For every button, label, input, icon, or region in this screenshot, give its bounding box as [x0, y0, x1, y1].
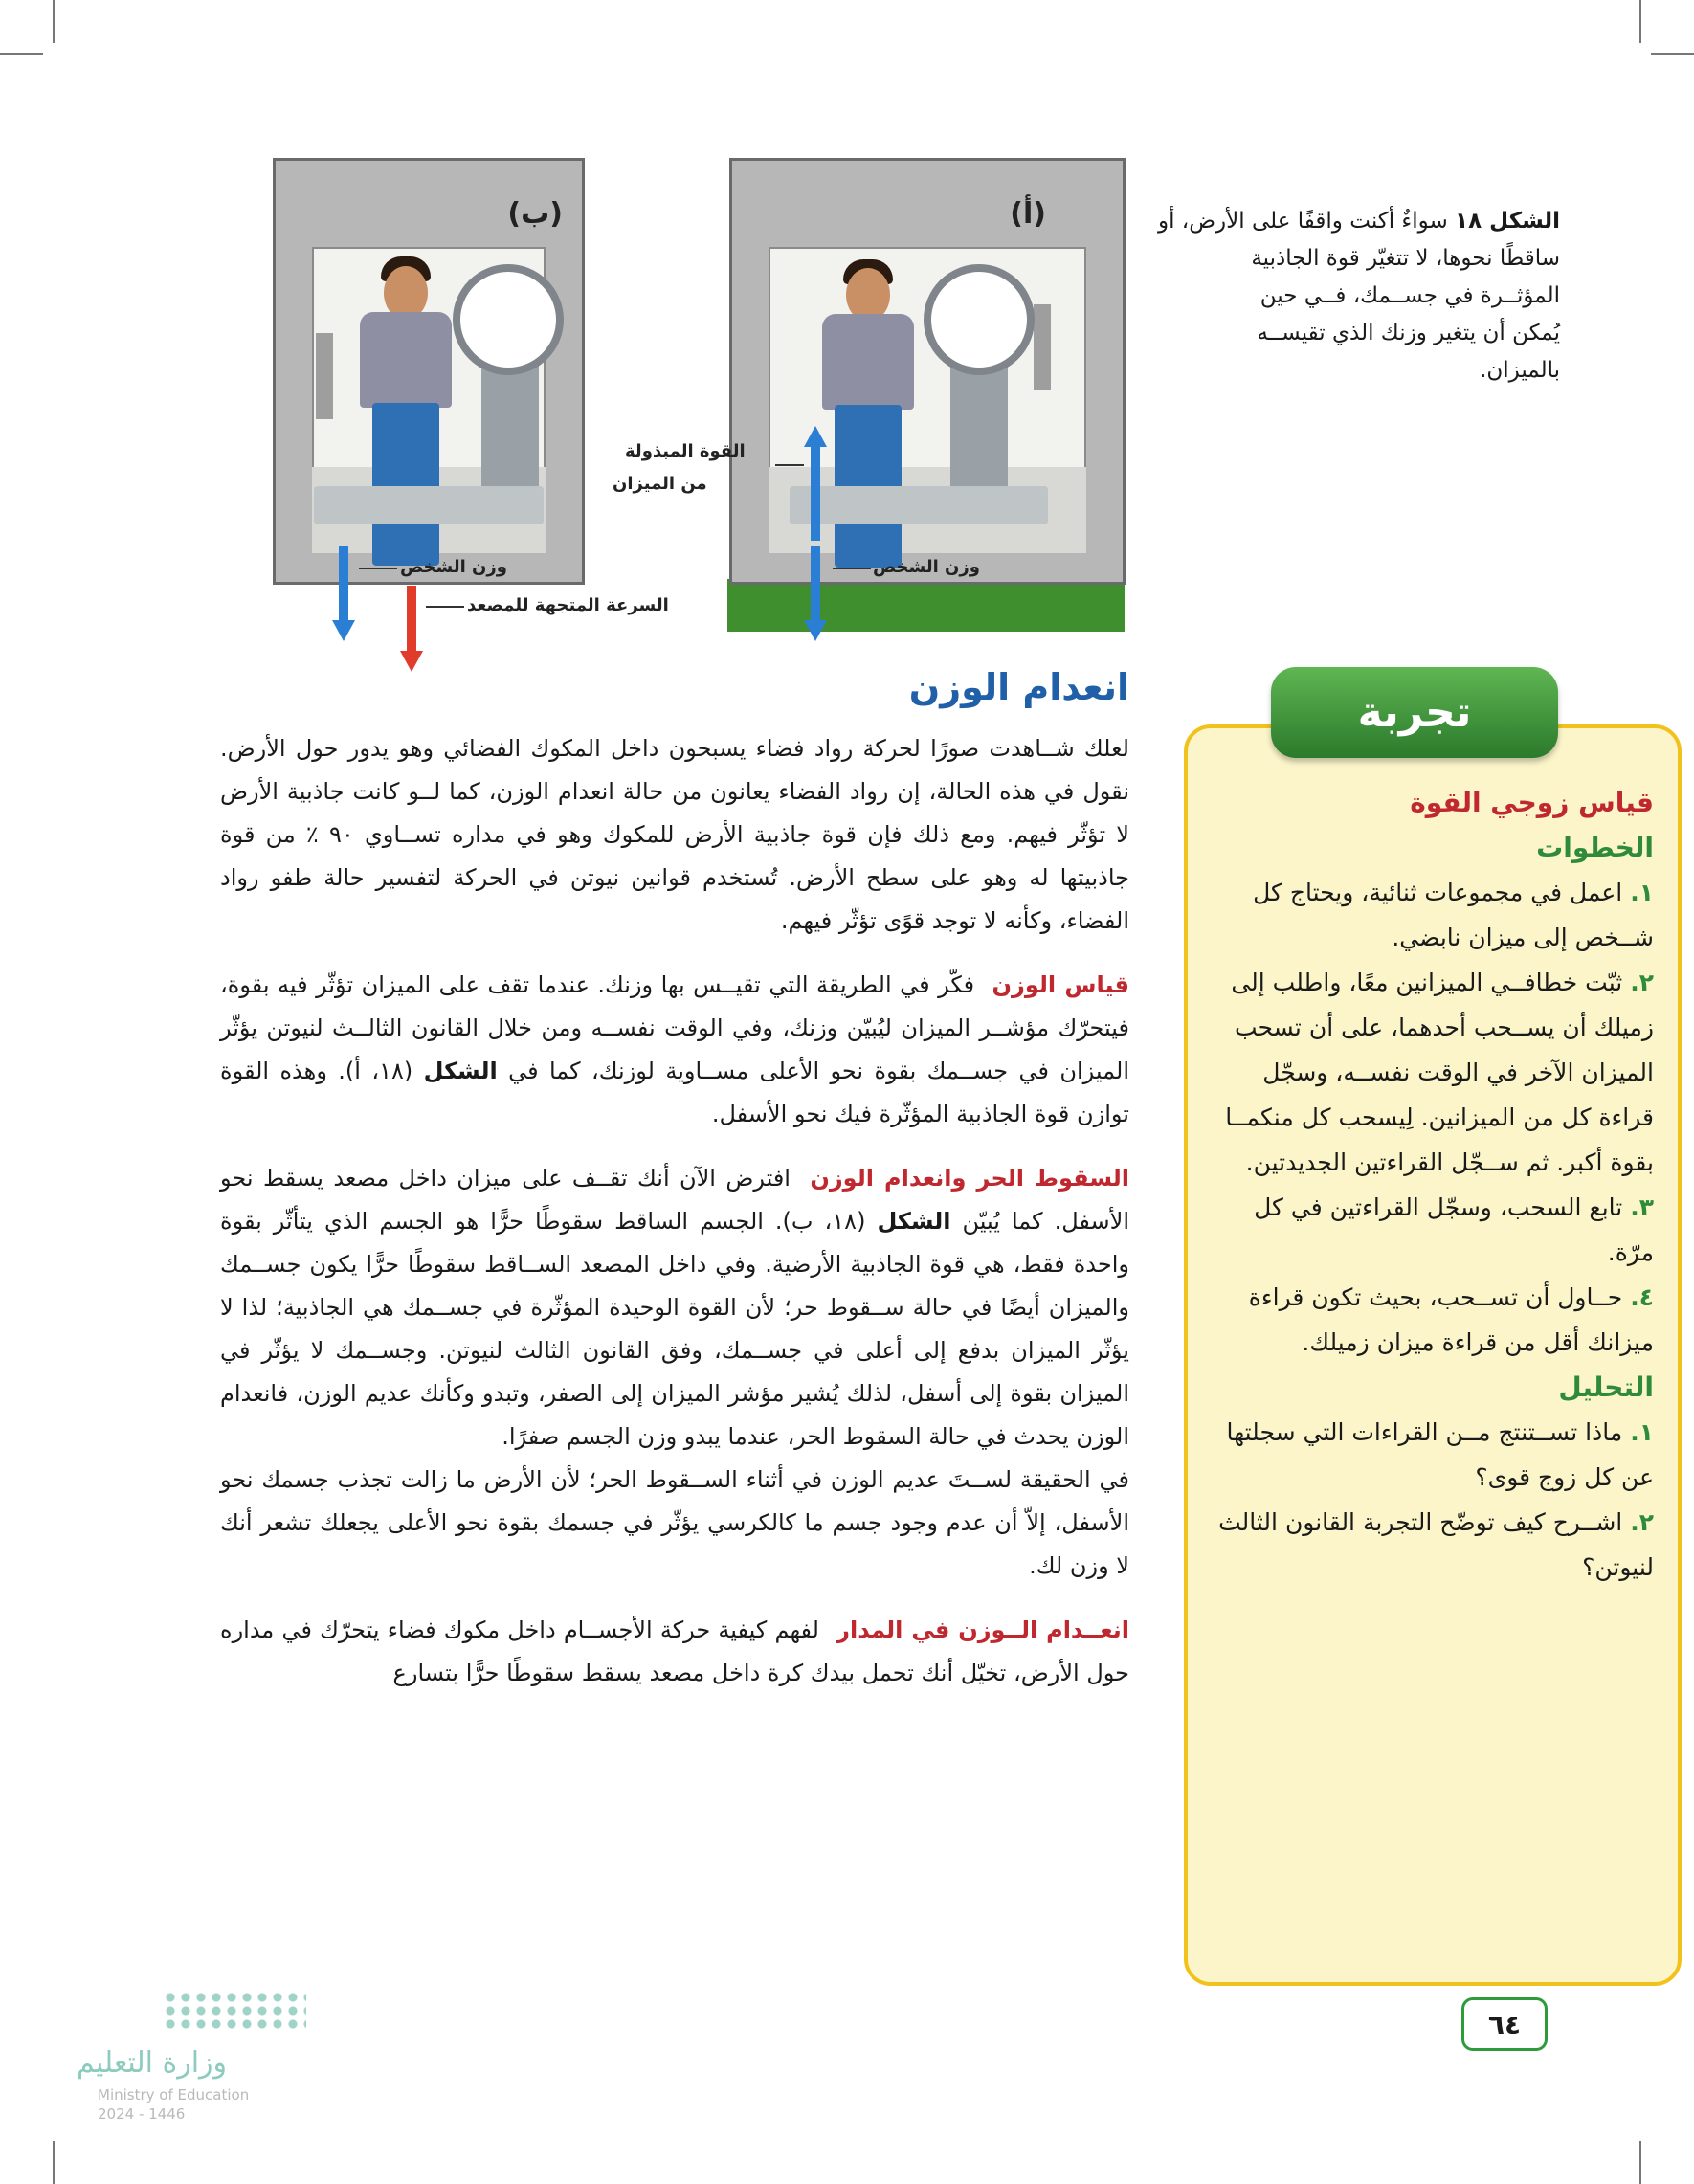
weight-arrow-b	[339, 546, 348, 622]
figure-caption-line: ساقطًا نحوها، لا تتغيّر قوة الجاذبية	[1251, 246, 1560, 271]
step-item	[1204, 1185, 1654, 1275]
scale-dial	[453, 264, 564, 375]
paragraph-text: افترض الآن أنك تقــف على ميزان داخل مصعد يسقط نحو الأسفل. كما يُبيّن	[220, 1165, 1129, 1235]
experiment-content	[1204, 780, 1654, 1590]
scale-platform	[790, 486, 1048, 524]
step-item	[1204, 960, 1654, 1185]
paragraph-text: (١٨، ب). الجسم الساقط سقوطًا حرًّا هو الجسم الذي يتأثّر بقوة واحدة فقط، هي قوة الجاذبية الأرضية. وفي داخل المصعد الســاقط سقوطًا حرًّا يكون جســمك والميزان أيضًا في حالة ســقوط حر؛ لأن القوة الوحيدة المؤثّرة في جســمك هي الجاذبية؛ لذا لا يؤثّر الميزان بدفع إلى أعلى في جســمك، وفق القانون الثالث لنيوتن. وجســمك لا يؤثّر في الميزان بقوة إلى أسفل، لذلك يُشير مؤشر الميزان إلى الصفر، وتبدو وكأنك عديم الوزن، فانعدام الوزن يحدث في حالة السقوط الحر، عندما يبدو وزن الجسم صفرًا.	[220, 1208, 1129, 1450]
main-body	[220, 727, 1129, 1695]
elevator-a	[729, 158, 1126, 585]
step-number: ٤.	[1630, 1283, 1654, 1311]
section-title: انعدام الوزن	[908, 666, 1129, 708]
figure-caption-line: بالميزان.	[1480, 358, 1560, 383]
label-weight-b: وزن الشخص	[400, 557, 507, 577]
analysis-item	[1204, 1500, 1654, 1590]
crop-mark	[1639, 0, 1641, 43]
experiment-tab-label: تجربة	[1357, 688, 1472, 737]
leader-line	[775, 464, 804, 466]
paragraph-not-weightless: في الحقيقة لســتَ عديم الوزن في أثناء الســقوط الحر؛ لأن الأرض ما زالت تجذب جسمك نحو الأسفل، إلاّ أن عدم وجود جسم ما كالكرسي يؤثّر في جسمك بقوة نحو الأعلى يجعلك تشعر أنك لا وزن لك.	[220, 1466, 1129, 1579]
ministry-name-en: Ministry of Education	[98, 2086, 250, 2104]
figure-caption-line: المؤثــرة في جســمك، فــي حين	[1259, 283, 1560, 308]
label-elevator-velocity: السرعة المتجهة للمصعد	[467, 595, 669, 615]
analysis-text: ماذا تســتنتج مــن القراءات التي سجلتها عن كل زوج قوى؟	[1226, 1418, 1654, 1491]
elevator-b	[273, 158, 585, 585]
figure-caption-line: يُمكن أن يتغير وزنك الذي تقيســه	[1257, 321, 1560, 345]
applied-force-arrow	[811, 445, 820, 541]
figure-ref: الشكل	[877, 1208, 951, 1235]
crop-mark	[1651, 53, 1694, 55]
step-text: حــاول أن تســحب، بحيث تكون قراءة ميزانك أقل من قراءة ميزان زميلك.	[1248, 1283, 1654, 1356]
step-text: تابع السحب، وسجّل القراءتين في كل مرّة.	[1254, 1193, 1654, 1266]
paragraph-measuring-weight	[220, 964, 1129, 1136]
person-shirt	[822, 314, 914, 410]
figure-ref: الشكل	[423, 1058, 498, 1084]
paragraph-text: لفهم كيفية حركة الأجســام داخل مكوك فضاء يتحرّك في مداره حول الأرض، تخيّل أنك تحمل بيدك كرة داخل مصعد يسقط سقوطًا حرًّا بتسارع	[220, 1616, 1129, 1686]
analysis-number: ١.	[1630, 1418, 1654, 1446]
lead-orbit: انعــدام الــوزن في المدار	[836, 1616, 1129, 1643]
analysis-heading: التحليل	[1558, 1371, 1654, 1403]
scale-platform	[314, 486, 544, 524]
leader-line	[833, 568, 871, 569]
label-applied-force	[613, 435, 746, 501]
paragraph-text: فكّر في الطريقة التي تقيــس بها وزنك. عندما تقف على الميزان تؤثّر فيه بقوة، فيتحرّك مؤشــر الميزان ليُبيّن وزنك، وفي الوقت نفســه ومن خلال القانون الثالــث لنيوتن يؤثّر الميزان في جســمك بقوة نحو الأعلى مســاوية لوزنك، كما في	[220, 971, 1129, 1084]
elevator-button-panel	[316, 333, 333, 419]
analysis-number: ٢.	[1630, 1508, 1654, 1536]
person-jeans	[372, 403, 439, 566]
label-weight-a: وزن الشخص	[873, 557, 980, 577]
weight-arrowhead-a	[804, 620, 827, 641]
leader-line	[426, 606, 464, 608]
elevator-velocity-arrow	[407, 586, 416, 653]
paragraph-orbit	[220, 1609, 1129, 1695]
step-item	[1204, 1275, 1654, 1365]
figure-caption-line: سواءٌ أكنت واقفًا على الأرض، أو	[1158, 209, 1448, 234]
crop-mark	[0, 53, 43, 55]
elevator-button-panel	[1034, 304, 1051, 390]
elevator-velocity-arrowhead	[400, 651, 423, 672]
step-number: ٢.	[1630, 969, 1654, 996]
crop-mark	[53, 0, 55, 43]
step-text: اعمل في مجموعات ثنائية، ويحتاج كل شــخص إلى ميزان نابضي.	[1253, 879, 1654, 951]
step-number: ١.	[1630, 879, 1654, 906]
logo-dots-icon	[163, 1991, 306, 2029]
paragraph-text: (١٨، أ). وهذه القوة توازن قوة الجاذبية المؤثّرة فيك نحو الأسفل.	[220, 1058, 1129, 1127]
analysis-item	[1204, 1410, 1654, 1500]
step-item	[1204, 870, 1654, 960]
intro-paragraph: لعلك شــاهدت صورًا لحركة رواد فضاء يسبحون داخل المكوك الفضائي وهو يدور حول الأرض. نقول في هذه الحالة، إن رواد الفضاء يعانون من حالة انعدام الوزن، كما لــو كانت جاذبية الأرض لا تؤثّر فيهم. ومع ذلك فإن قوة جاذبية الأرض للمكوك وهو في مداره تســاوي ٩٠ ٪ من قوة جاذبيتها له وهو على سطح الأرض. تُستخدم قوانين نيوتن في الحركة لتفسير حالة طفو رواد الفضاء، وكأنه لا توجد قوًى تؤثّر فيهم.	[220, 735, 1129, 934]
panel-b-tag: (ب)	[507, 197, 563, 231]
figure-caption-label: الشكل ١٨	[1455, 209, 1560, 234]
ministry-year: 2024 - 1446	[98, 2106, 186, 2123]
analysis-text: اشــرح كيف توضّح التجربة القانون الثالث لنيوتن؟	[1218, 1508, 1654, 1581]
step-text: ثبّت خطافــي الميزانين معًا، واطلب إلى زميلك أن يســحب أحدهما، على أن تسحب الميزان الآخر في الوقت نفســه، وسجّل قراءة كل من الميزانين. لِيسحب كل منكمــا بقوة أكبر. ثم ســجّل القراءتين الجديدتين.	[1225, 969, 1654, 1176]
crop-mark	[1639, 2141, 1641, 2184]
panel-a-tag: (أ)	[1010, 197, 1046, 231]
lead-measuring-weight: قياس الوزن	[992, 971, 1129, 998]
ministry-logo	[77, 1991, 306, 2134]
crop-mark	[53, 2141, 55, 2184]
step-number: ٣.	[1630, 1193, 1654, 1221]
experiment-tab	[1271, 667, 1558, 758]
page-number: ٦٤	[1461, 1997, 1548, 2051]
applied-force-arrowhead	[804, 426, 827, 447]
figure-caption	[1081, 203, 1560, 390]
weight-arrowhead-b	[332, 620, 355, 641]
label-applied-force-line: القوة المبذولة	[625, 441, 746, 461]
experiment-title: قياس زوجي القوة	[1410, 787, 1654, 818]
grass-ground	[727, 579, 1125, 632]
lead-free-fall: السقوط الحر وانعدام الوزن	[810, 1165, 1129, 1192]
label-applied-force-line: من الميزان	[613, 474, 707, 494]
leader-line	[359, 568, 397, 569]
steps-heading: الخطوات	[1536, 832, 1654, 863]
weight-arrow-a	[811, 546, 820, 622]
person-shirt	[360, 312, 452, 408]
ministry-name-ar: وزارة التعليم	[77, 2046, 228, 2080]
scale-dial	[924, 264, 1035, 375]
paragraph-free-fall	[220, 1157, 1129, 1459]
